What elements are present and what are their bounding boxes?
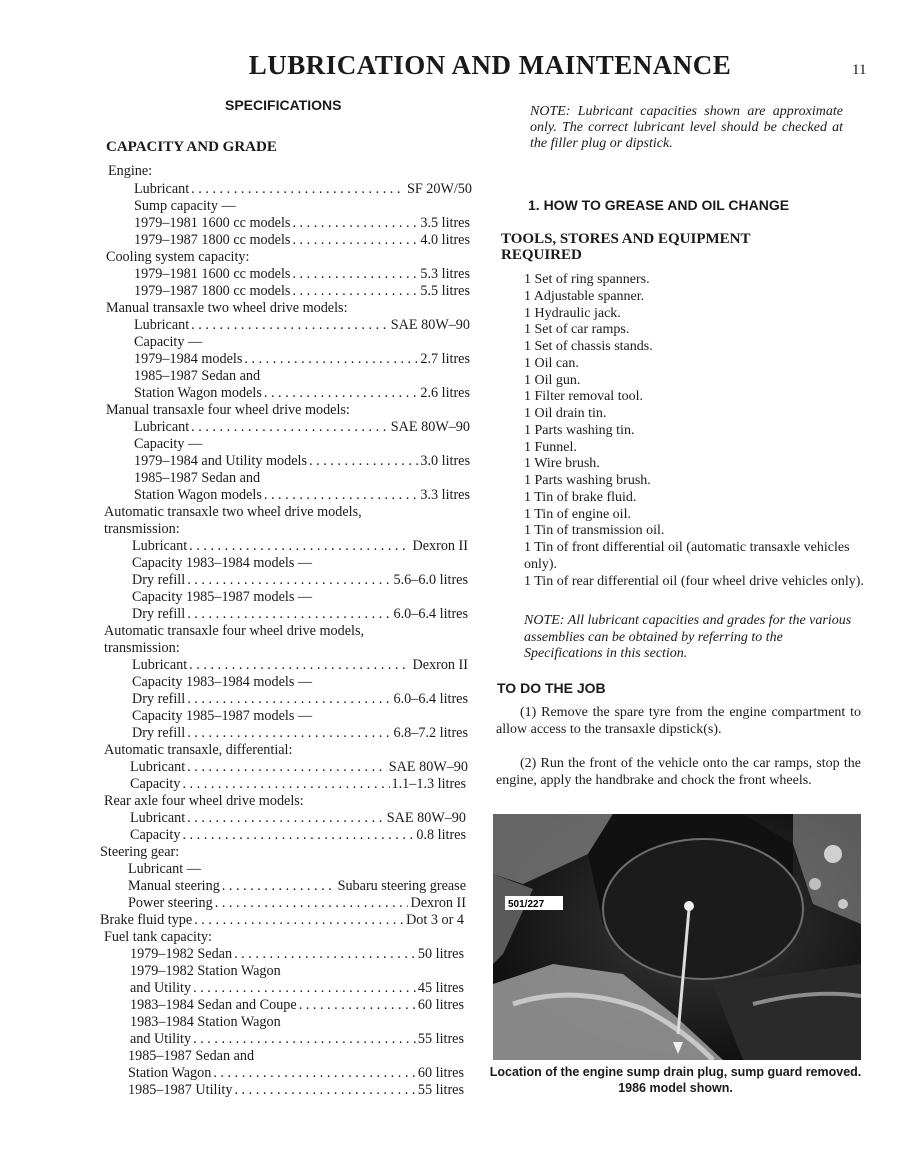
spec-label: Station Wagon	[128, 1065, 212, 1081]
spec-label: 1985–1987 Sedan and	[128, 1048, 255, 1064]
spec-value: 1.1–1.3 litres	[391, 776, 466, 792]
spec-value: 55 litres	[417, 1082, 464, 1098]
spec-label: Lubricant —	[128, 861, 201, 877]
spec-label: 1979–1981 1600 cc models	[134, 266, 291, 282]
spec-label: Lubricant	[132, 538, 188, 554]
spec-row	[106, 300, 348, 317]
dot-leader	[187, 725, 391, 742]
spec-value: Dexron II	[410, 895, 466, 911]
list-item: 1 Filter removal tool.	[524, 389, 643, 405]
list-item: 1 Tin of engine oil.	[524, 506, 631, 522]
dot-leader	[292, 215, 418, 232]
spec-row	[132, 708, 312, 725]
spec-label: Capacity	[130, 776, 181, 792]
spec-row	[104, 623, 364, 640]
spec-row	[100, 844, 179, 861]
spec-label: transmission:	[104, 640, 180, 656]
spec-row	[108, 163, 152, 180]
spec-row	[130, 827, 466, 844]
spec-value: Dexron II	[412, 538, 468, 554]
spec-row	[134, 385, 470, 402]
spec-label: Brake fluid type	[100, 912, 193, 928]
spec-value: SAE 80W–90	[388, 759, 468, 775]
spec-value: 5.6–6.0 litres	[393, 572, 468, 588]
dot-leader	[189, 538, 410, 555]
spec-row	[128, 895, 466, 912]
spec-value: Subaru steering grease	[337, 878, 466, 894]
list-item: 1 Oil gun.	[524, 372, 581, 388]
spec-label: Manual steering	[128, 878, 220, 894]
spec-row	[134, 453, 470, 470]
page-title: LUBRICATION AND MAINTENANCE	[248, 50, 732, 80]
spec-label: transmission:	[104, 521, 180, 537]
spec-label: Lubricant	[134, 181, 190, 197]
spec-label: Dry refill	[132, 725, 186, 741]
spec-row	[100, 912, 464, 929]
spec-value: Dot 3 or 4	[406, 912, 464, 928]
spec-row	[134, 266, 470, 283]
note-capacities-grades: NOTE: All lubricant capacities and grades for the various assemblies can be obtained by referring to the Specifications in this section.	[524, 613, 852, 661]
spec-label: 1979–1984 and Utility models	[134, 453, 308, 469]
spec-label: Manual transaxle four wheel drive models:	[106, 402, 350, 418]
list-item: 1 Set of ring spanners.	[524, 272, 650, 287]
spec-label: Lubricant	[134, 317, 190, 333]
how-to-grease-heading: 1. HOW TO GREASE AND OIL CHANGE	[528, 197, 790, 213]
spec-value: SAE 80W–90	[390, 419, 470, 435]
spec-row	[104, 929, 212, 946]
spec-label: 1979–1984 models	[134, 351, 243, 367]
spec-row	[130, 963, 281, 980]
spec-label: and Utility	[130, 1031, 192, 1047]
dot-leader	[234, 1082, 415, 1099]
spec-label: Lubricant	[132, 657, 188, 673]
spec-label: Automatic transaxle two wheel drive models,	[104, 504, 362, 520]
spec-label: 1983–1984 Station Wagon	[130, 1014, 281, 1030]
spec-label: and Utility	[130, 980, 192, 996]
spec-row	[132, 725, 468, 742]
spec-value: 5.5 litres	[420, 283, 470, 299]
dot-leader	[191, 317, 389, 334]
spec-row	[128, 878, 466, 895]
spec-label: Station Wagon models	[134, 487, 262, 503]
dot-leader	[191, 419, 389, 436]
spec-row	[130, 810, 466, 827]
spec-row	[134, 317, 470, 334]
dot-leader	[193, 1031, 416, 1048]
spec-value: 3.0 litres	[420, 453, 470, 469]
spec-row	[130, 1014, 281, 1031]
list-item: 1 Funnel.	[524, 439, 577, 455]
spec-label: 1979–1981 1600 cc models	[134, 215, 291, 231]
list-item: 1 Adjustable spanner.	[524, 288, 645, 304]
capacity-grade-heading: CAPACITY AND GRADE	[106, 139, 277, 155]
spec-row	[132, 606, 468, 623]
spec-value: 60 litres	[417, 997, 464, 1013]
spec-value: 5.3 litres	[420, 266, 470, 282]
spec-row	[134, 215, 470, 232]
spec-row	[132, 572, 468, 589]
spec-label: Lubricant	[134, 419, 190, 435]
list-item: 1 Set of car ramps.	[524, 322, 630, 338]
spec-row	[106, 249, 249, 266]
spec-value: Dexron II	[412, 657, 468, 673]
spec-row	[132, 674, 312, 691]
spec-label: Manual transaxle two wheel drive models:	[106, 300, 348, 316]
dot-leader	[292, 283, 418, 300]
spec-row	[106, 402, 350, 419]
spec-value: 3.3 litres	[420, 487, 470, 503]
dot-leader	[309, 453, 418, 470]
dot-leader	[187, 759, 387, 776]
spec-row	[130, 776, 466, 793]
spec-row	[128, 1048, 254, 1065]
spec-row	[134, 351, 470, 368]
spec-row	[130, 759, 468, 776]
list-item: 1 Oil can.	[524, 355, 579, 371]
spec-label: Power steering	[128, 895, 213, 911]
spec-row	[134, 419, 470, 436]
spec-value: SAE 80W–90	[390, 317, 470, 333]
spec-label: Capacity 1983–1984 models —	[132, 674, 313, 690]
spec-value: 45 litres	[417, 980, 464, 996]
spec-row	[132, 691, 468, 708]
dot-leader	[264, 487, 418, 504]
step-paragraph-1: (1) Remove the spare tyre from the engine compartment to allow access to the transaxle dipstick(s).	[496, 705, 861, 737]
spec-value: 6.0–6.4 litres	[393, 691, 468, 707]
spec-row	[132, 589, 312, 606]
dot-leader	[222, 878, 336, 895]
spec-value: 2.7 litres	[420, 351, 470, 367]
spec-row	[130, 946, 464, 963]
spec-row	[134, 181, 472, 198]
spec-row	[128, 861, 201, 878]
spec-label: 1979–1987 1800 cc models	[134, 283, 291, 299]
spec-row	[134, 283, 470, 300]
dot-leader	[187, 810, 385, 827]
dot-leader	[213, 1065, 416, 1082]
page-number: 11	[852, 62, 867, 78]
spec-label: Cooling system capacity:	[106, 249, 250, 265]
spec-label: Capacity	[130, 827, 181, 843]
spec-label: Capacity 1985–1987 models —	[132, 708, 313, 724]
spec-row	[104, 521, 180, 538]
dot-leader	[194, 912, 404, 929]
dot-leader	[193, 980, 416, 997]
list-item: 1 Tin of transmission oil.	[524, 523, 665, 539]
spec-value: SF 20W/50	[406, 181, 472, 197]
dot-leader	[299, 997, 416, 1014]
spec-label: Steering gear:	[100, 844, 180, 860]
spec-label: Rear axle four wheel drive models:	[104, 793, 304, 809]
dot-leader	[244, 351, 418, 368]
spec-value: SAE 80W–90	[386, 810, 466, 826]
spec-row	[104, 793, 304, 810]
spec-value: 0.8 litres	[416, 827, 466, 843]
spec-label: 1979–1982 Sedan	[130, 946, 233, 962]
spec-row	[134, 232, 470, 249]
list-item: 1 Tin of brake fluid.	[524, 489, 637, 505]
spec-value: 6.8–7.2 litres	[393, 725, 468, 741]
list-item: 1 Oil drain tin.	[524, 406, 607, 421]
spec-row	[130, 1031, 464, 1048]
list-item: 1 Hydraulic jack.	[524, 305, 621, 321]
list-item: 1 Tin of front differential oil (automatic transaxle vehicles only).	[524, 540, 850, 572]
dot-leader	[264, 385, 418, 402]
dot-leader	[292, 232, 418, 249]
spec-label: Fuel tank capacity:	[104, 929, 212, 945]
spec-label: Capacity 1983–1984 models —	[132, 555, 313, 571]
photo-reference-label: 501/227	[508, 899, 545, 910]
spec-label: Dry refill	[132, 691, 186, 707]
spec-value: 4.0 litres	[420, 232, 470, 248]
spec-row	[128, 1065, 464, 1082]
step-paragraph-2: (2) Run the front of the vehicle onto the car ramps, stop the engine, apply the handbrake and chock the front wheels.	[496, 756, 861, 788]
dot-leader	[187, 691, 391, 708]
spec-row	[130, 980, 464, 997]
spec-row	[130, 997, 464, 1014]
engine-sump-photo-graphic	[493, 814, 861, 1060]
spec-row	[134, 436, 202, 453]
list-item: 1 Set of chassis stands.	[524, 339, 653, 354]
spec-value: 3.5 litres	[420, 215, 470, 231]
note-lubricant-capacities: NOTE: Lubricant capacities shown are approximate only. The correct lubricant level should be checked at the filler plug or dipstick.	[530, 104, 843, 151]
spec-row	[132, 657, 468, 674]
spec-value: 55 litres	[417, 1031, 464, 1047]
spec-label: Lubricant	[130, 810, 186, 826]
dot-leader	[191, 181, 405, 198]
spec-label: 1983–1984 Sedan and Coupe	[130, 997, 297, 1013]
spec-label: Dry refill	[132, 572, 186, 588]
spec-row	[134, 368, 260, 385]
tools-heading: TOOLS, STORES AND EQUIPMENT REQUIRED	[501, 231, 751, 263]
to-do-the-job-heading: TO DO THE JOB	[497, 680, 606, 696]
spec-row	[104, 504, 362, 521]
spec-value: 50 litres	[417, 946, 464, 962]
spec-label: Dry refill	[132, 606, 186, 622]
dot-leader	[234, 946, 416, 963]
dot-leader	[187, 572, 391, 589]
spec-label: Capacity 1985–1987 models —	[132, 589, 313, 605]
spec-row	[128, 1082, 464, 1099]
spec-value: 60 litres	[417, 1065, 464, 1081]
engine-sump-photo	[493, 814, 861, 1060]
spec-row	[104, 640, 180, 657]
dot-leader	[182, 827, 414, 844]
tools-list	[524, 272, 869, 590]
spec-label: 1979–1982 Station Wagon	[130, 963, 281, 979]
spec-label: 1979–1987 1800 cc models	[134, 232, 291, 248]
list-item: 1 Tin of rear differential oil (four wheel drive vehicles only).	[524, 573, 864, 589]
spec-label: 1985–1987 Sedan and	[134, 470, 261, 486]
spec-row	[104, 742, 292, 759]
spec-value: 2.6 litres	[420, 385, 470, 401]
spec-label: Automatic transaxle, differential:	[104, 742, 293, 758]
dot-leader	[182, 776, 389, 793]
spec-label: 1985–1987 Utility	[128, 1082, 233, 1098]
spec-label: Engine:	[108, 163, 153, 179]
spec-label: Station Wagon models	[134, 385, 262, 401]
spec-row	[134, 198, 236, 215]
list-item: 1 Wire brush.	[524, 456, 600, 472]
list-item: 1 Parts washing brush.	[524, 473, 651, 488]
spec-label: Capacity —	[134, 436, 203, 452]
spec-label: Automatic transaxle four wheel drive models,	[104, 623, 365, 639]
dot-leader	[189, 657, 410, 674]
photo-caption: Location of the engine sump drain plug, sump guard removed. 1986 model shown.	[489, 1065, 862, 1095]
spec-label: Capacity —	[134, 334, 203, 350]
spec-label: 1985–1987 Sedan and	[134, 368, 261, 384]
spec-row	[134, 470, 260, 487]
spec-row	[132, 555, 312, 572]
list-item: 1 Parts washing tin.	[524, 422, 635, 438]
spec-label: Lubricant	[130, 759, 186, 775]
spec-row	[134, 487, 470, 504]
dot-leader	[187, 606, 391, 623]
spec-value: 6.0–6.4 litres	[393, 606, 468, 622]
dot-leader	[292, 266, 418, 283]
dot-leader	[215, 895, 409, 912]
spec-row	[132, 538, 468, 555]
spec-label: Sump capacity —	[134, 198, 236, 214]
spec-row	[134, 334, 202, 351]
specifications-heading: SPECIFICATIONS	[225, 97, 342, 113]
